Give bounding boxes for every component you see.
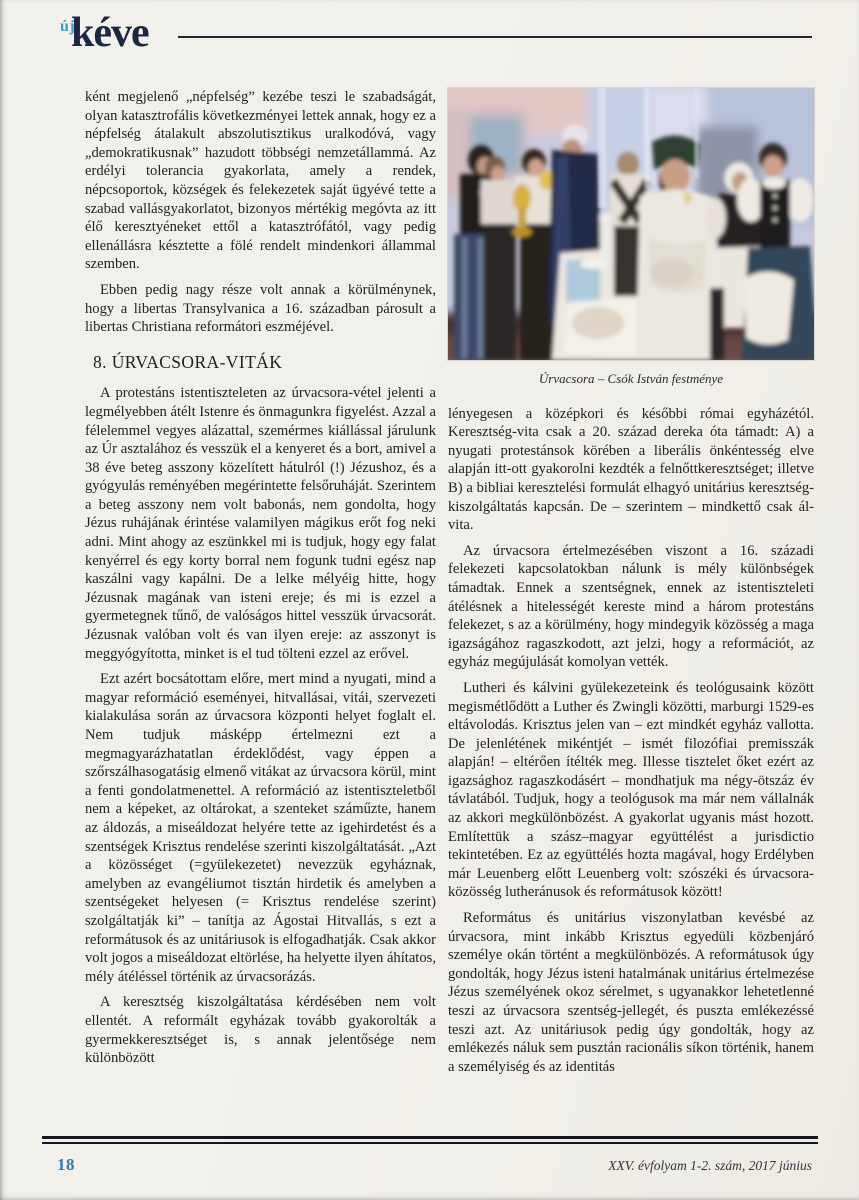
logo-prefix: új	[60, 18, 76, 35]
footer-rule	[42, 1136, 818, 1144]
paragraph: Ezt azért bocsátottam előre, mert mind a nyugati, mind a magyar reformáció eseményei, hitvallásai, vitái, szervezeti kialakulása során az úrvacsora központi helyet foglalt el. Nem tudjuk másképp értelmezni ezt a megmagyarázhatatlan érdeklődést, vagy éppen a szőrszálhasogatásig elmenő vitákat az úrvacsora körül, mint a fenti gondolatmenettel. A reformáció az istentiszteletből nem a képeket, az oltárokat, a szenteket száműzte, hanem az áldozás, a miseáldozat helyére tette az igehirdetést és a szentségek Krisztus rendelése szerinti kiszolgáltatását. „Azt a közösséget (=gyülekezetet) nevezzük egyháznak, amelyben az evangéliumot tisztán hirdetik és amelyben a szentségeket helyesen (= Krisztus rendelése szerint) szolgáltatják ki” – tanítja az Ágostai Hitvallás, s ezt a reformátusok és az unitáriusok is elfogadhatják. Csak akkor volt jogos a miseáldozat eltörlése, ha helyette ilyen áhítatos, mély átéléssel történik az úrvacsorázás.	[85, 671, 436, 985]
left-column	[85, 88, 436, 1075]
paragraph: A keresztség kiszolgáltatása kérdésében nem volt ellentét. A reformált egyházak tovább gyakorolták a gyermekkeresztséget is, s annak jelentősége nem különbözött	[85, 994, 436, 1067]
paragraph: Református és unitárius viszonylatban kevésbé az úrvacsora, mint inkább Krisztus egyedüli közbenjáró személye okán történt a megkülönbözés. A reformátusok úgy gondolták, hogy Jézus isteni hatalmának unitárius értelmezése Jézus személyének okoz sérelmet, s ugyanakkor lehetetlenné teszi az úrvacsora szentség-jellegét, és puszta emlékezéssé teszi azt. Az unitáriusok pedig úgy gondolták, hogy az emlékezés náluk sem pusztán racionális síkon történik, hanem a személyiség és az identitás	[448, 910, 814, 1075]
issue-info: XXV. évfolyam 1-2. szám, 2017 június	[608, 1158, 812, 1173]
woman-second	[481, 156, 516, 360]
logo-word: kéve	[71, 10, 149, 56]
paragraph: A protestáns istentiszteleten az úrvacsora-vétel jelenti a legmélyebben átélt Istenre és önmagunkra figyelést. Azzal a félelemmel vegyes alázattal, szemérmes kiállással járulunk az Úr asztalához és vesszük el a kenyeret és a bort, amivel a 38 éve beteg asszony közelített hátulról (!) Jézushoz, és a gyógyulás reményében megérintette felsőruháját. Szerintem a beteg asszony nem volt babonás, nem gondolta, hogy Jézus ruhájának érintése valamilyen mágikus erőt fog neki adni. Mint ahogy az eszünkkel mi is tudjuk, hogy egy falat kenyérrel és egy korty borral nem fogunk tudni egész nap kaszálni vagy kapálni. De a lelke mélyéig hitte, hogy Jézusnak magának van isteni ereje; és mi is ezzel a gyermetegnek tűnő, de valóságos hittel vesszük úrvacsorát. Jézusnak valóban volt és van ilyen ereje: az asszonyt is meggyógyította, minket is el tud tölteni ezzel az erővel.	[85, 385, 436, 662]
paragraph: Ebben pedig nagy része volt annak a körülménynek, hogy a libertas Transylvanica a 16. században párosult a libertas Christiana reformátori eszméjével.	[85, 281, 436, 336]
paragraph: ként megjelenő „népfelség” kezébe teszi le szabadságát, olyan katasztrofális következményei lettek annak, hogy ez a népfelség átalakult abszolutisztikus uralkodóvá, vagy „demokratikusnak” hazudott többségi nemzetállammá. Az erdélyi tolerancia gyakorlata, amely a rendek, népcsoportok, községek és felekezetek saját ügyévé tette a szabad vallásgyakorlatot, bizonyos mértékig megóvta az itt élő keresztyéneket ettől a katasztrófától, vagy pedig ellenállásra késztette a fölé rendelt mindenkori állammal szemben.	[85, 89, 436, 273]
paragraph: lényegesen a középkori és későbbi római egyházétól. Keresztség-vita csak a 20. század dereka óta támadt: A) a nyugati protestánsok körében a liberális önkéntesség elve alapján itt-ott gyakorolni kezdték a felnőttkeresztséget; illetve B) a bibliai keresztelési formulát elhagyó unitárius keresztség-kiszolgáltatás kapcsán. De – szerintem – mindkettő csak ál-vita.	[448, 405, 814, 534]
header-rule	[178, 36, 812, 38]
image-caption: Úrvacsora – Csók István festménye	[538, 371, 724, 386]
page-number: 18	[57, 1155, 75, 1174]
section-heading: 8. ÚRVACSORA-VITÁK	[93, 351, 283, 372]
paragraph: Az úrvacsora értelmezésében viszont a 16. századi felekezeti kapcsolatokban nálunk is mély különbségek támadtak. Ennek a szentségnek, ennek az istentiszteleti átélésnek a hitelességét kereste mind a három protestáns felekezet, s az a körülmény, hogy mindegyik közösség a maga igazságához ragaszkodott, azt jelzi, hogy a reformációt, az egyház megújulását komolyan vették.	[448, 542, 814, 671]
figure-communion-painting	[448, 88, 814, 389]
communion-painting	[448, 88, 814, 360]
paragraph: Lutheri és kálvini gyülekezeteink és teológusaink között megismétlődött a Luther és Zwingli közötti, marburgi 1529-es eltávolodás. Krisztus jelen van – ezt mindkét egyház vallotta. De jelenlétének mikéntjét – ismét filozófiai premisszák alapján! – eltérően ítélték meg. Illesse tisztelet őket ezért az igazsághoz ragaszkodásért – mondhatjuk ma négy-ötszáz év távlatából. Tudjuk, hogy a teológusok ma már nem vállalnák az akkori megkülönbözést. A gyakorlat ugyanis mást hozott. Említettük a szász–magyar együttélést a jurisdictio tekintetében. Ez az együttélés hozta magával, hogy Erdélyben már Leuenberg előtt Leuenberg volt: szószéki és úrvacsora-közösség lutheránusok és reformátusok között!	[448, 679, 814, 901]
right-column	[448, 88, 814, 1083]
